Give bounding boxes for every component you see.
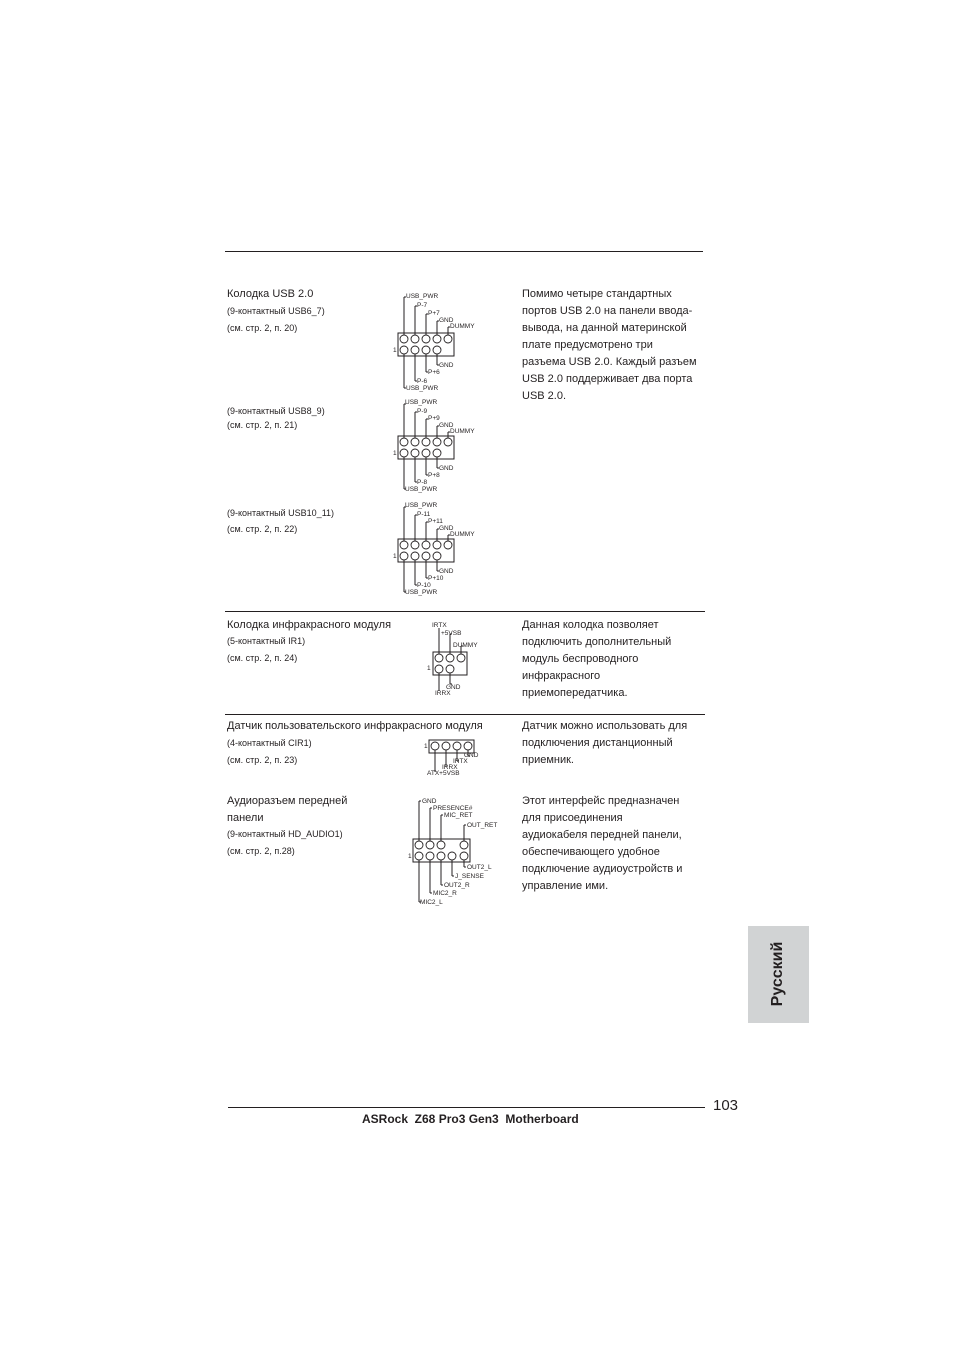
pin-label: MIC_RET [444, 812, 473, 819]
pin-one-marker: 1 [424, 743, 428, 750]
audio-title [227, 793, 347, 827]
ir-desc-line: модуль беспроводного [522, 653, 639, 665]
footer-rule [228, 1107, 705, 1108]
page-number: 103 [713, 1097, 739, 1114]
pin-label: MIC2_R [433, 890, 457, 897]
audio-desc-line: аудиокабеля передней панели, [522, 829, 682, 841]
usb-c-line1: (9-контактный USB10_11) [227, 508, 335, 518]
audio-line1: (9-контактный HD_AUDIO1) [227, 829, 343, 839]
pin-label: IRRX [435, 690, 451, 697]
ir-line1: (5-контактный IR1) [227, 636, 306, 646]
pin-label: DUMMY [450, 323, 475, 330]
pin-label: DUMMY [450, 428, 475, 435]
audio-line2: (см. стр. 2, п.28) [227, 846, 295, 856]
pin-label: OUT_RET [467, 822, 498, 829]
ir-header-drawing [424, 620, 504, 700]
pin-label: GND [439, 525, 454, 532]
usb-header-drawing [392, 290, 502, 395]
pin-label: PRESENCE# [433, 805, 473, 812]
pin-one-marker: 1 [408, 853, 412, 860]
pin-one-marker: 1 [393, 347, 397, 354]
usb-desc-line: вывода, на данной материнской [522, 322, 687, 334]
pin-label: GND [439, 422, 454, 429]
pin-label: USB_PWR [405, 399, 438, 406]
pin-label: GND [446, 684, 461, 691]
usb-header-drawing [392, 499, 502, 599]
usb6-7-pinout-diagram [392, 290, 502, 395]
pin-label: P-11 [417, 511, 431, 518]
language-side-tab [748, 926, 809, 1023]
ir-desc-line: инфракрасного [522, 670, 601, 682]
ir-desc-line: подключить дополнительный [522, 636, 672, 648]
cir-description [522, 718, 712, 769]
usb-title: Колодка USB 2.0 [227, 288, 314, 300]
pin-label: P-10 [417, 582, 431, 589]
audio-desc-line: для присоединения [522, 812, 623, 824]
pin-label: P+11 [428, 518, 443, 525]
usb-a-line1: (9-контактный USB6_7) [227, 306, 325, 316]
pin-label: P+9 [428, 415, 440, 422]
pin-label: IRTX [453, 758, 468, 765]
usb8-9-pinout-diagram [392, 396, 502, 496]
pin-label: GND [439, 317, 454, 324]
pin-label: GND [439, 362, 454, 369]
cir-desc-line: приемник. [522, 754, 574, 766]
pin-label: DUMMY [453, 642, 478, 649]
pin-one-marker: 1 [393, 553, 397, 560]
usb-desc-line: портов USB 2.0 на панели ввода- [522, 305, 693, 317]
pin-label: GND [464, 752, 479, 759]
audio-desc-line: Этот интерфейс предназначен [522, 795, 680, 807]
usb-desc-line: USB 2.0 поддерживает два порта [522, 373, 693, 385]
pin-label: P+8 [428, 472, 440, 479]
pin-label: P+6 [428, 369, 440, 376]
usb10-11-pinout-diagram [392, 499, 502, 599]
pin-label: +5VSB [441, 630, 462, 637]
usb-b-line2: (см. стр. 2, п. 21) [227, 420, 298, 430]
ir1-pinout-diagram [424, 620, 504, 700]
pin-label: GND [439, 465, 454, 472]
cir-line2: (см. стр. 2, п. 23) [227, 755, 298, 765]
pin-one-marker: 1 [393, 450, 397, 457]
pin-label: ATX+5VSB [427, 770, 460, 777]
usb-desc-line: разъема USB 2.0. Каждый разъем [522, 356, 697, 368]
pin-label: J_SENSE [455, 873, 484, 880]
pin-label: IRRX [442, 764, 458, 771]
pin-label: GND [422, 798, 437, 805]
section-divider [225, 611, 705, 612]
audio-desc-line: подключение аудиоустройств и [522, 863, 683, 875]
language-tab-label: Русский [769, 941, 786, 1007]
ir-line2: (см. стр. 2, п. 24) [227, 653, 298, 663]
pin-label: P+7 [428, 310, 440, 317]
pin-label: USB_PWR [405, 502, 438, 509]
usb-b-line1: (9-контактный USB8_9) [227, 406, 325, 416]
usb-desc-line: плате предусмотрено три [522, 339, 653, 351]
footer-title: ASRock Z68 Pro3 Gen3 Motherboard [362, 1112, 579, 1126]
usb-header-drawing [392, 396, 502, 496]
pin-label: USB_PWR [406, 293, 439, 300]
pin-label: OUT2_R [444, 882, 470, 889]
pin-label: P-7 [417, 302, 428, 309]
usb-desc-line: Помимо четыре стандартных [522, 288, 672, 300]
usb-a-line2: (см. стр. 2, п. 20) [227, 323, 298, 333]
ir-desc-line: приемопередатчика. [522, 687, 628, 699]
pin-label: USB_PWR [405, 486, 438, 493]
usb-desc-line: USB 2.0. [522, 390, 567, 402]
usb-c-line2: (см. стр. 2, п. 22) [227, 524, 298, 534]
pin-label: P-6 [417, 378, 428, 385]
cir1-pinout-diagram [420, 736, 500, 781]
hd-audio1-pinout-diagram [408, 795, 508, 910]
pin-label: IRTX [432, 622, 447, 629]
pin-one-marker: 1 [427, 665, 431, 672]
audio-desc-line: управление ими. [522, 880, 609, 892]
audio-desc-line: обеспечивающего удобное [522, 846, 660, 858]
pin-label: DUMMY [450, 531, 475, 538]
pin-label: USB_PWR [405, 589, 438, 596]
pin-label: P+10 [428, 575, 444, 582]
pin-label: P-9 [417, 408, 428, 415]
ir-desc-line: Данная колодка позволяет [522, 619, 659, 631]
pin-label: P-8 [417, 479, 428, 486]
section-divider [225, 714, 705, 715]
usb-description [522, 286, 712, 405]
pin-label: OUT2_L [467, 864, 492, 871]
cir-line1: (4-контактный CIR1) [227, 738, 312, 748]
cir-desc-line: Датчик можно использовать для [522, 720, 688, 732]
cir-title: Датчик пользовательского инфракрасного модуля [227, 720, 483, 732]
pin-label: GND [439, 568, 454, 575]
ir-title: Колодка инфракрасного модуля [227, 619, 392, 631]
audio-title-line: Аудиоразъем передней [227, 795, 348, 807]
audio-title-line: панели [227, 812, 264, 824]
cir-desc-line: подключения дистанционный [522, 737, 673, 749]
ir-description [522, 617, 712, 702]
top-rule [225, 251, 703, 252]
pin-label: MIC2_L [420, 899, 443, 906]
audio-description [522, 793, 712, 895]
pin-label: USB_PWR [406, 385, 439, 392]
